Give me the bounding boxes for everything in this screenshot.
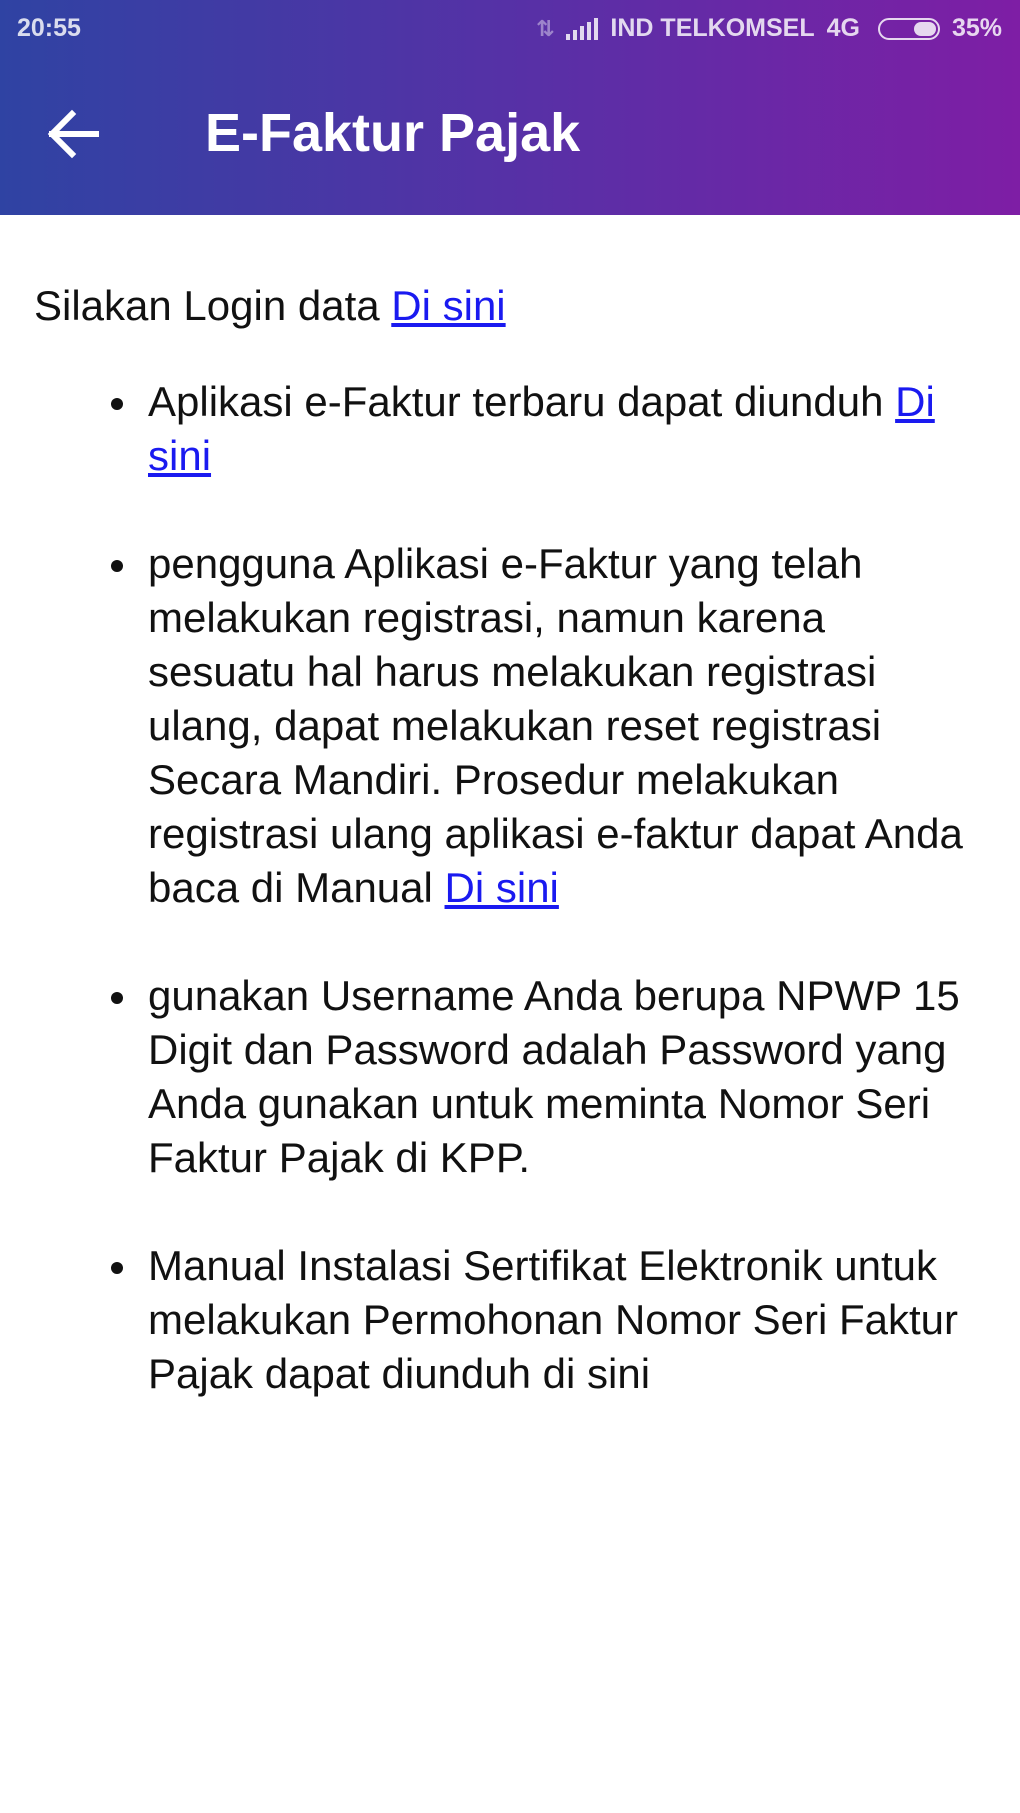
login-link[interactable]: Di sini (391, 282, 506, 329)
list-item-text: pengguna Aplikasi e-Faktur yang telah melakukan registrasi, namun karena sesuatu hal harus melakukan registrasi ulang, dapat melakukan reset registrasi Secara Mandiri. Prosedur melakukan registrasi ulang aplikasi e-faktur dapat Anda baca di Manual (148, 540, 963, 911)
bullet-icon (111, 992, 123, 1004)
list-item (0, 1239, 968, 1401)
list-item-text: Aplikasi e-Faktur terbaru dapat diunduh (148, 378, 896, 425)
bullet-icon (111, 1262, 123, 1274)
login-prompt-text: Silakan Login data (34, 282, 392, 329)
carrier-name: IND TELKOMSEL (610, 14, 815, 42)
login-prompt (34, 279, 506, 333)
list-item-text: Manual Instalasi Sertifikat Elektronik untuk melakukan Permohonan Nomor Seri Faktur Pajak dapat diunduh di sini (148, 1242, 959, 1397)
data-activity-icon: ⇅ (535, 15, 555, 41)
signal-icon (566, 18, 598, 40)
status-indicators (536, 14, 1002, 43)
bullet-icon (111, 560, 123, 572)
download-app-link[interactable]: Di sini (148, 378, 935, 479)
status-bar (0, 0, 1020, 58)
info-list (0, 375, 1020, 1455)
arrow-left-icon (44, 104, 104, 164)
list-item-text: gunakan Username Anda berupa NPWP 15 Digit dan Password adalah Password yang Anda gunakan untuk meminta Nomor Seri Faktur Pajak di KPP. (148, 972, 960, 1181)
toolbar (0, 58, 1020, 215)
network-type: 4G (826, 14, 860, 42)
bullet-icon (111, 398, 123, 410)
list-item (0, 537, 968, 915)
battery-icon (878, 18, 940, 40)
list-item (0, 375, 968, 483)
back-button[interactable] (44, 104, 114, 164)
page-title: E-Faktur Pajak (205, 103, 581, 163)
list-item (0, 969, 968, 1185)
battery-percent: 35% (951, 14, 1002, 42)
status-time: 20:55 (17, 14, 81, 42)
app-header (0, 0, 1020, 215)
manual-link[interactable]: Di sini (444, 864, 559, 911)
